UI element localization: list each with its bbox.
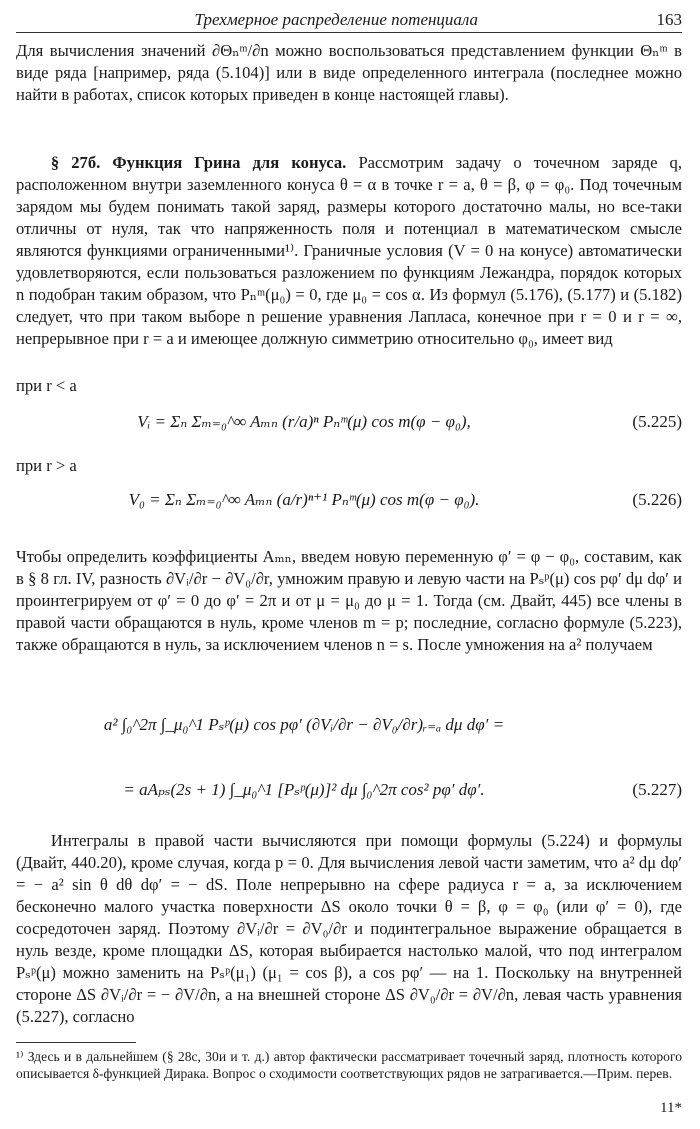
equation-5-227-line-2	[16, 765, 682, 815]
equation-5-227-line-1	[16, 700, 682, 750]
paragraph-1: Для вычисления значений ∂Θₙᵐ/∂n можно воспользоваться представлением функции Θₙᵐ в виде ряда [например, ряда (5.104)] или в виде определенного интеграла (последнее можно найти в работах, список которых приведен в конце настоящей главы).	[16, 41, 682, 104]
paragraph-2	[16, 152, 682, 350]
label-r-greater-a: при r > a	[16, 456, 77, 475]
equation-5-227-number: (5.227)	[632, 780, 682, 799]
equation-5-226-number: (5.226)	[632, 490, 682, 509]
label-r-less-a: при r < a	[16, 376, 77, 395]
paragraph-integrals	[16, 830, 682, 1028]
paragraph-coefficients	[16, 546, 682, 656]
page-number: 163	[656, 10, 682, 29]
equation-5-227b-formula: = aAₚₛ(2s + 1) ∫_μ₀^1 [Pₛᵖ(μ)]² dμ ∫₀^2π cos² pφ′ dφ′.	[123, 780, 485, 799]
page-header	[16, 4, 682, 33]
footnote-rule	[16, 1042, 136, 1043]
equation-5-227a-formula: a² ∫₀^2π ∫_μ₀^1 Pₛᵖ(μ) cos pφ′ (∂Vᵢ/∂r − ∂V₀/∂r)ᵣ₌ₐ dμ dφ′ =	[103, 715, 505, 734]
equation-5-225-formula: Vᵢ = Σₙ Σₘ₌₀^∞ Aₘₙ (r/a)ⁿ Pₙᵐ(μ) cos m(φ − φ₀),	[137, 412, 471, 431]
paragraph-intro	[16, 40, 682, 106]
equation-5-225	[16, 402, 682, 442]
section-27b	[16, 152, 682, 350]
equation-5-226	[16, 480, 682, 520]
signature-mark: 11*	[660, 1100, 682, 1116]
paragraph-4: Интегралы в правой части вычисляются при помощи формулы (5.224) и формулы (Двайт, 440.20), кроме случая, когда p = 0. Для вычисления левой части заметим, что a² dμ dφ′ = − a² sin θ dθ dφ′ = − dS. Поле непрерывно на сфере радиуса r = a, за исключением бесконечно малого участка поверхности ΔS около точки θ = β, φ = φ₀ (или φ′ = 0), где сосредоточен заряд. Поэтому ∂Vᵢ/∂r = ∂V₀/∂r и подинтегральное выражение обращается в нуль везде, кроме площадки ΔS, которая выбирается настолько малой, что под интегралом Pₛᵖ(μ) можно заменить на Pₛᵖ(μ₁) (μ₁ = cos β), а cos pφ′ — на 1. Поскольку на внутренней стороне ΔS ∂Vᵢ/∂r = − ∂V/∂n, а на внешней стороне ΔS ∂V₀/∂r = ∂V/∂n, левая часть уравнения (5.227), согласно	[16, 831, 682, 1026]
footnote: ¹⁾ Здесь и в дальнейшем (§ 28с, 30и и т. д.) автор фактически рассматривает точечный заряд, плотность которого описывается δ-функцией Дирака. Вопрос о сходимости соответствующих рядов не затрагивается.—Прим. перев.	[16, 1049, 682, 1081]
running-title: Трехмерное распределение потенциала	[194, 10, 479, 29]
equation-5-225-number: (5.225)	[632, 412, 682, 431]
equation-5-226-formula: V₀ = Σₙ Σₘ₌₀^∞ Aₘₙ (a/r)ⁿ⁺¹ Pₙᵐ(μ) cos m(φ − φ₀).	[128, 490, 480, 509]
paragraph-2-text: Рассмотрим задачу о точечном заряде q, расположенном внутри заземленного конуса θ = α в точке r = a, θ = β, φ = φ₀. Под точечным зарядом мы будем понимать такой заряд, размеры которого достаточно малы, но все-таки отличны от нуля, так что напряженность поля и потенциал в математическом смысле являются функциями ограниченными¹⁾. Граничные условия (V = 0 на конусе) автоматически удовлетворяются, если пользоваться разложением по функциям Лежандра, порядок которых n подобран таким образом, что Pₙᵐ(μ₀) = 0, где μ₀ = cos α. Из формул (5.176), (5.177) и (5.182) следует, что при таком выборе n решение уравнения Лапласа, конечное при r = 0 и r = ∞, непрерывное при r = a и имеющее должную симметрию относительно φ₀, имеет вид	[16, 153, 682, 348]
paragraph-3: Чтобы определить коэффициенты Aₘₙ, введем новую переменную φ′ = φ − φ₀, составим, как в § 8 гл. IV, разность ∂Vᵢ/∂r − ∂V₀/∂r, умножим правую и левую части на Pₛᵖ(μ) cos pφ′ dμ dφ′ и проинтегрируем от φ′ = 0 до φ′ = 2π и от μ = μ₀ до μ = 1. Тогда (см. Двайт, 445) все члены в правой части обращаются в нуль, кроме членов m = p; последние, согласно формуле (5.223), также обращаются в нуль, за исключением членов n = s. После умножения на a² получаем	[16, 547, 682, 654]
section-heading: § 27б. Функция Грина для конуса.	[50, 153, 347, 172]
